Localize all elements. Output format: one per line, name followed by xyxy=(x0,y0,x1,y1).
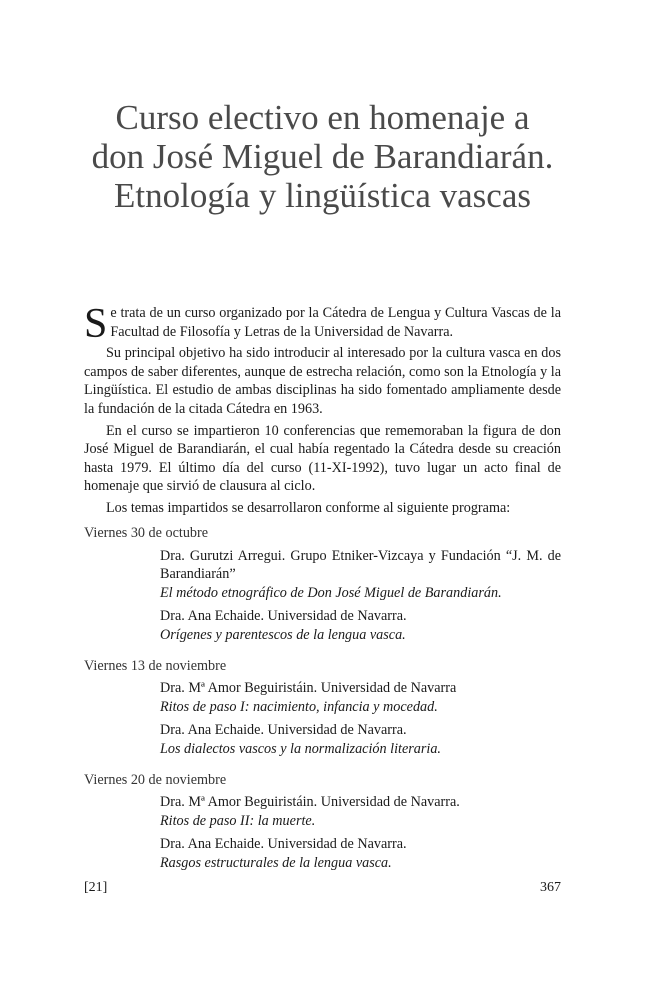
drop-cap: S xyxy=(84,301,108,347)
title-line: Etnología y lingüística vascas xyxy=(114,176,531,215)
speaker: Dra. Mª Amor Beguiristáin. Universidad de Navarra xyxy=(160,680,457,697)
title-line: don José Miguel de Barandiarán. xyxy=(91,137,554,176)
program-entry xyxy=(160,721,561,758)
day-heading: Viernes 13 de noviembre xyxy=(84,657,227,674)
paragraph-text: e trata de un curso organizado por la Cátedra de Lengua y Cultura Vascas de la Facultad de Filosofía y Letras de la Universidad de Navarra. xyxy=(110,305,561,340)
speaker: Dra. Gurutzi Arregui. Grupo Etniker-Vizcaya y Fundación “J. M. de Barandiarán” xyxy=(160,547,561,583)
speaker: Dra. Ana Echaide. Universidad de Navarra. xyxy=(160,608,407,625)
talk-title: Ritos de paso II: la muerte. xyxy=(160,812,316,829)
talk-title: Ritos de paso I: nacimiento, infancia y mocedad. xyxy=(160,698,438,715)
talk-title: El método etnográfico de Don José Miguel de Barandiarán. xyxy=(160,584,502,601)
page-title xyxy=(60,98,585,215)
day-heading: Viernes 30 de octubre xyxy=(84,525,209,541)
paragraph: En el curso se impartieron 10 conferencias que rememoraban la figura de don José Miguel de Barandiarán, el cual había regentado la Cátedra desde su creación hasta 1979. El último día del curso (11-XI-1992), tuvo lugar un acto final de homenaje que sirvió de clausura al ciclo. xyxy=(84,422,561,495)
paragraph: Su principal objetivo ha sido introducir al interesado por la cultura vasca en dos campos de saber diferentes, aunque de estrecha relación, como son la Etnología y la Lingüística. El estudio de ambas disciplinas ha sido fomentado ampliamente desde la fundación de la citada Cátedra en 1963. xyxy=(84,345,561,417)
talk-title: Orígenes y parentescos de la lengua vasca. xyxy=(160,626,406,643)
speaker: Dra. Mª Amor Beguiristáin. Universidad de Navarra. xyxy=(160,794,460,811)
program-day xyxy=(84,771,561,873)
article-body xyxy=(84,301,561,521)
paragraph xyxy=(84,301,561,347)
program-day xyxy=(84,657,561,759)
talk-title: Rasgos estructurales de la lengua vasca. xyxy=(160,854,392,871)
program-entry xyxy=(160,835,561,872)
day-heading: Viernes 20 de noviembre xyxy=(84,771,227,788)
title-line: Curso electivo en homenaje a xyxy=(115,98,530,137)
speaker: Dra. Ana Echaide. Universidad de Navarra. xyxy=(160,836,407,853)
footer-reference: [21] xyxy=(84,880,108,895)
talk-title: Los dialectos vascos y la normalización literaria. xyxy=(160,740,441,757)
program-day xyxy=(84,524,561,645)
program-entry xyxy=(160,679,561,716)
program-entry xyxy=(160,793,561,830)
program-entry xyxy=(160,547,561,603)
paragraph: Los temas impartidos se desarrollaron conforme al siguiente programa: xyxy=(106,499,511,516)
page-number: 367 xyxy=(540,880,561,895)
program-list xyxy=(84,524,561,885)
speaker: Dra. Ana Echaide. Universidad de Navarra. xyxy=(160,722,407,739)
program-entry xyxy=(160,607,561,644)
